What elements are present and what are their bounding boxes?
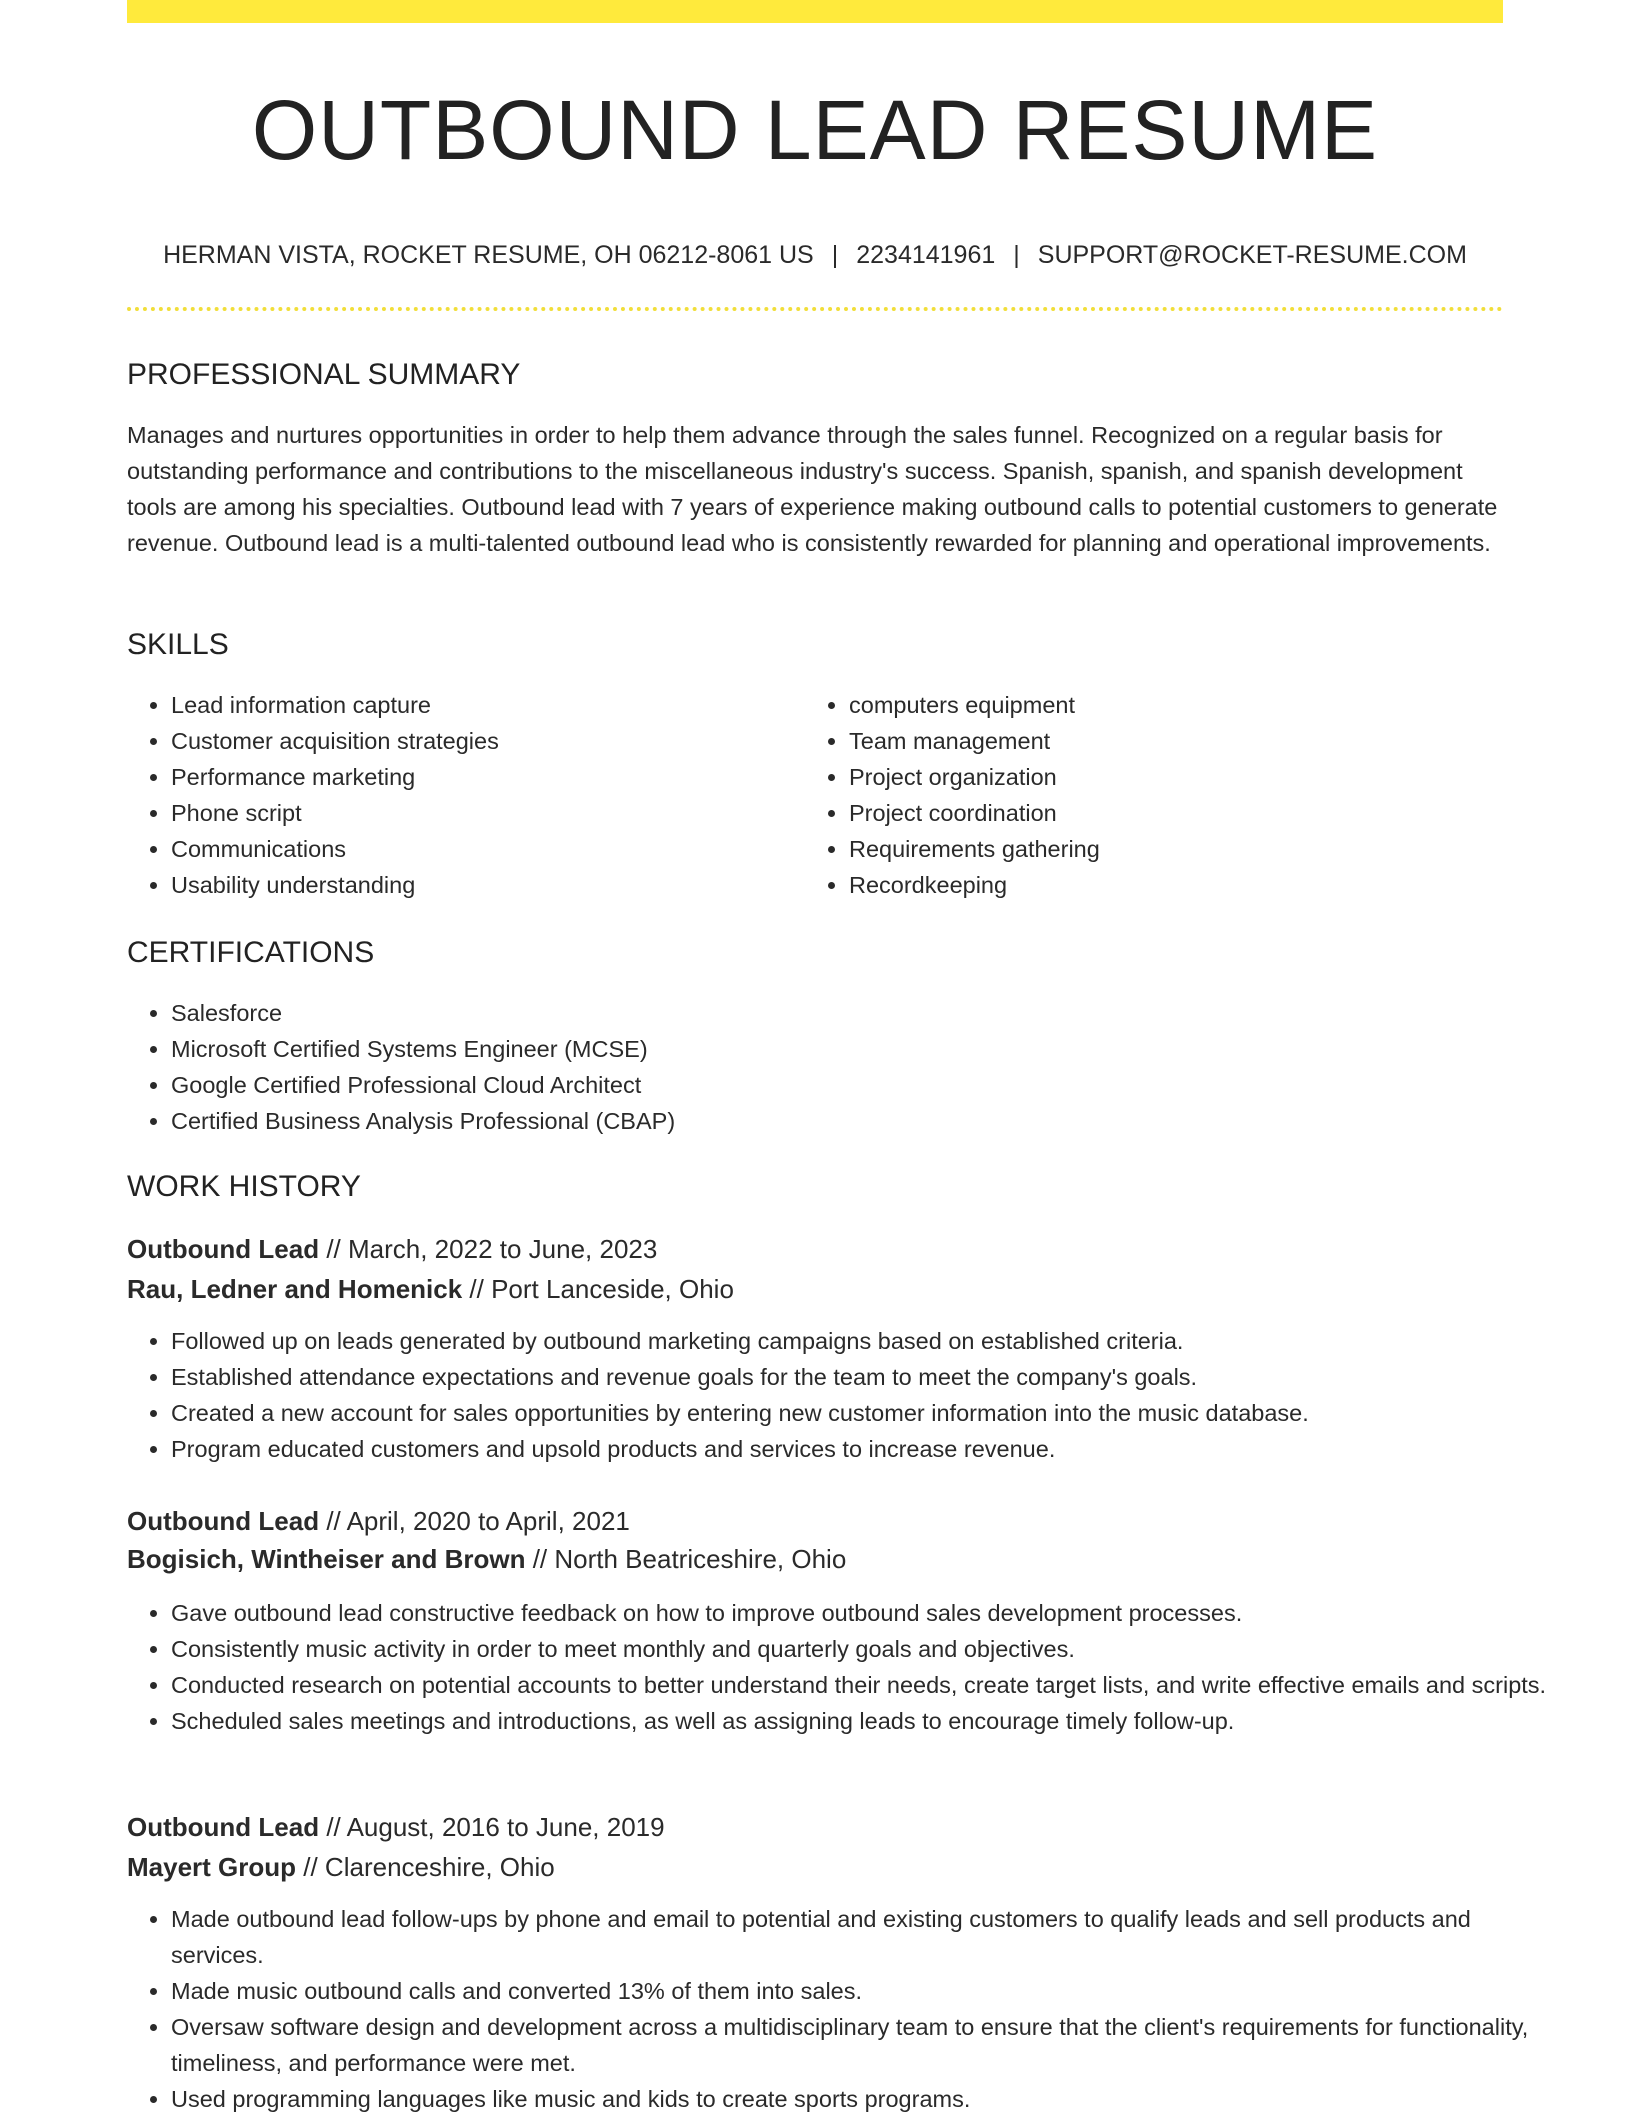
skill-item: • Team management — [849, 723, 1489, 759]
job-bullets — [127, 1595, 1547, 1739]
job-company: Rau, Ledner and Homenick — [127, 1274, 463, 1304]
accent-top-bar — [127, 0, 1503, 23]
job-bullet: • Created a new account for sales opportunities by entering new customer information into the music database. — [171, 1395, 1547, 1431]
job-location: // Port Lanceside, Ohio — [469, 1274, 734, 1304]
job-company: Bogisich, Wintheiser and Brown — [127, 1544, 526, 1574]
contact-phone: 2234141961 — [856, 241, 996, 269]
job-bullet: • Scheduled sales meetings and introductions, as well as assigning leads to encourage timely follow-up. — [171, 1703, 1547, 1739]
job-dates: // March, 2022 to June, 2023 — [326, 1234, 658, 1264]
job-bullet: • Established attendance expectations and revenue goals for the team to meet the company's goals. — [171, 1359, 1547, 1395]
skill-item: • Project coordination — [849, 795, 1489, 831]
job-title: Outbound Lead — [127, 1812, 320, 1842]
job-title-line — [127, 1503, 630, 1539]
job-bullet: • Gave outbound lead constructive feedback on how to improve outbound sales development processes. — [171, 1595, 1547, 1631]
job-bullet: • Made music outbound calls and converted 13% of them into sales. — [171, 1973, 1547, 2009]
job-dates: // August, 2016 to June, 2019 — [326, 1812, 665, 1842]
job-title: Outbound Lead — [127, 1234, 320, 1264]
skill-item: • Customer acquisition strategies — [171, 723, 811, 759]
contact-address: HERMAN VISTA, ROCKET RESUME, OH 06212-8061 US — [163, 241, 814, 269]
job-title: Outbound Lead — [127, 1506, 320, 1536]
job-location: // Clarenceshire, Ohio — [303, 1852, 555, 1882]
job-bullet: • Used programming languages like music and kids to create sports programs. — [171, 2081, 1547, 2117]
resume-title: OUTBOUND LEAD RESUME — [251, 83, 1379, 177]
certifications-list — [127, 995, 1071, 1139]
job-company-line — [127, 1541, 846, 1577]
job-company-line — [127, 1849, 555, 1885]
skill-item: • Recordkeeping — [849, 867, 1489, 903]
skill-item: • Communications — [171, 831, 811, 867]
job-company: Mayert Group — [127, 1852, 297, 1882]
skill-item: • Lead information capture — [171, 687, 811, 723]
certification-item: • Google Certified Professional Cloud Architect — [171, 1067, 1071, 1103]
skills-heading: SKILLS — [127, 628, 229, 661]
certification-item: • Certified Business Analysis Professional (CBAP) — [171, 1103, 1071, 1139]
job-bullet: • Program educated customers and upsold products and services to increase revenue. — [171, 1431, 1547, 1467]
contact-separator: | — [831, 241, 839, 269]
skill-item: • Phone script — [171, 795, 811, 831]
job-location: // North Beatriceshire, Ohio — [532, 1544, 847, 1574]
job-company-line — [127, 1271, 734, 1307]
contact-separator: | — [1013, 241, 1020, 269]
dotted-divider — [127, 307, 1503, 311]
job-title-line — [127, 1231, 657, 1267]
skill-item: • Performance marketing — [171, 759, 811, 795]
skill-item: • computers equipment — [849, 687, 1489, 723]
skills-list-left — [127, 687, 811, 903]
skill-item: • Usability understanding — [171, 867, 811, 903]
job-bullet: • Followed up on leads generated by outbound marketing campaigns based on established criteria. — [171, 1323, 1547, 1359]
certification-item: • Salesforce — [171, 995, 1071, 1031]
certifications-heading: CERTIFICATIONS — [127, 936, 375, 969]
job-bullet: • Oversaw software design and development across a multidisciplinary team to ensure that the client's requirements for functionality, timeliness, and performance were met. — [171, 2009, 1547, 2081]
job-bullets — [127, 1323, 1547, 1467]
job-title-line — [127, 1809, 665, 1845]
job-bullets — [127, 1901, 1547, 2117]
job-bullet: • Made outbound lead follow-ups by phone and email to potential and existing customers to qualify leads and sell products and services. — [171, 1901, 1547, 1973]
skill-item: • Requirements gathering — [849, 831, 1489, 867]
job-dates: // April, 2020 to April, 2021 — [326, 1506, 630, 1536]
contact-line — [127, 238, 1503, 272]
skill-item: • Project organization — [849, 759, 1489, 795]
summary-heading: PROFESSIONAL SUMMARY — [127, 358, 521, 391]
skills-list-right — [805, 687, 1489, 903]
job-bullet: • Consistently music activity in order to meet monthly and quarterly goals and objectives. — [171, 1631, 1547, 1667]
job-bullet: • Conducted research on potential accounts to better understand their needs, create target lists, and write effective emails and scripts. — [171, 1667, 1547, 1703]
certification-item: • Microsoft Certified Systems Engineer (MCSE) — [171, 1031, 1071, 1067]
summary-text: Manages and nurtures opportunities in order to help them advance through the sales funnel. Recognized on a regular basis for outstanding performance and contributions to the miscellaneous industry's success. Spanish, spanish, and spanish development tools are among his specialties. Outbound lead with 7 years of experience making outbound calls to potential customers to generate revenue. Outbound lead is a multi-talented outbound lead who is consistently rewarded for planning and operational improvements. — [127, 422, 1498, 556]
contact-email: SUPPORT@ROCKET-RESUME.COM — [1037, 241, 1467, 269]
work-history-heading: WORK HISTORY — [127, 1170, 361, 1203]
